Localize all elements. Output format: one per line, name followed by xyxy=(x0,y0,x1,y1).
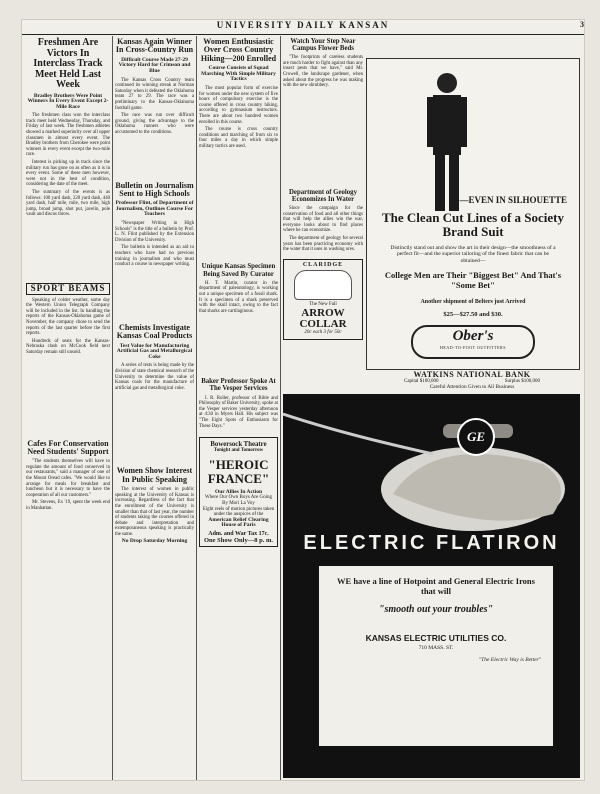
obers-title: The Clean Cut Lines of a Society Brand Suit xyxy=(382,210,564,239)
theatre-line: By Mori La Voy xyxy=(222,501,255,507)
theatre-show: One Show Only—8 p. m. xyxy=(204,536,273,544)
obers-college-men: College Men are Their "Biggest Bet" And That's "Some Bet" xyxy=(384,270,562,290)
theatre-prices: Adm. and War Tax 17c. xyxy=(208,530,269,537)
article-paragraph: The summary of the events is as follows: 100 yard dash, 220 yard dash, 440 yard dash, half mile, mile, two mile, high jump, broad jump, shot put, javelin, pole vault and discus throw. xyxy=(26,190,110,218)
article-paragraph: The Kansas Cross Country team continued its winning streak at Norman Saturday when it defeated the Oklahoma team 27 to 29. The race was a preliminary to the Kansas-Oklahoma football game. xyxy=(115,77,194,111)
obers-body: Distinctly stand out and show the art in their design—the smoothness of a perfect fit—and the superior tailoring of the finest fabric that can be obtained— xyxy=(390,245,556,264)
bank-ad xyxy=(366,370,578,390)
theatre-film: "HEROIC FRANCE" xyxy=(207,456,270,486)
column-text-block xyxy=(115,270,194,322)
article-paragraph: "The footprints of careless students are much harder to fight against than any insect pests that we have," said Mr. Crowell, the landscape gardener, when asked about the progress he was making with the new shrubbery. xyxy=(283,55,363,89)
ge-slogan: "The Electric Way is Better" xyxy=(478,657,541,663)
column-text-block xyxy=(199,151,278,261)
article-paragraph: "The students themselves will have to regulate the amount of food conserved in our restaurants," said a manager of one of the Mount Oread cafes. "We would like to arrange for meals for breakfast and luncheon but it is necessary to have the cooperation of all our customers." xyxy=(26,459,110,498)
ge-tagline: "smooth out your troubles" xyxy=(378,604,494,615)
headline-journalism-bulletin: Bulletin on Journalism Sent to High Schools xyxy=(115,180,194,198)
column-4 xyxy=(283,36,363,406)
collar-product: ARROW COLLAR xyxy=(299,307,347,330)
obers-logo xyxy=(411,325,535,359)
article-paragraph: Speaking of colder weather, some day the Western Union Telegraph Company will be included in the list. In handling the reports of the Kansas-Oklahoma game of November, the company chose to send the reports of the last quarter before the first reports. xyxy=(26,297,110,337)
headline-chemists: Chemists Investigate Kansas Coal Products xyxy=(116,322,193,341)
subhead-no-drop: No Drop Saturday Morning xyxy=(121,538,188,545)
ge-title: ELECTRIC FLATIRON xyxy=(303,532,560,554)
headline-public-speaking: Women Show Interest In Public Speaking xyxy=(116,466,193,484)
masthead-rule xyxy=(22,34,584,35)
article-paragraph: The department of geology for several years has been practicing economy with the water that it uses in washing ores. xyxy=(283,236,363,253)
column-rule xyxy=(112,36,113,780)
article-paragraph: Hundreds of seats for the Kansas-Nebraska clash on McCook field next Saturday remain still unsold. xyxy=(26,338,110,355)
column-rule xyxy=(280,36,281,780)
article-paragraph: Mr. Stevens, Ex '19, spent the week end in Manhattan. xyxy=(26,500,110,512)
headline-track-meet: Freshmen Are Victors In Interclass Track Meet Held Last Week xyxy=(33,37,103,90)
results-listing xyxy=(26,220,110,280)
article-paragraph: The course is cross country conditions and marching of from six to four miles a day in which simple military tactics are used. xyxy=(199,127,278,149)
sport-beams-banner: SPORT BEAMS xyxy=(26,283,110,295)
flatiron-illustration xyxy=(283,394,580,554)
theatre-ad xyxy=(199,437,278,547)
column-2 xyxy=(115,36,194,780)
obers-belts: Another shipment of Belters just Arrived xyxy=(420,299,526,305)
column-text-block xyxy=(115,138,194,180)
theatre-line: American Relief Clearing House of Paris xyxy=(208,516,269,529)
subhead-track-meet: Bradley Brothers Were Point Winners In Every Event Except 2-Mile Race xyxy=(27,92,109,110)
article-paragraph: H. T. Martin, curator in the department of paleontology, is working out a unique specimen of a fossil shark. It is a specimen of a shark preserved with the skull intact, owing to the fact that sharks are cartilaginous. xyxy=(199,280,278,314)
column-rule xyxy=(196,36,197,780)
bank-name: WATKINS NATIONAL BANK xyxy=(413,370,531,379)
collar-illustration xyxy=(294,270,352,300)
article-paragraph: The freshmen class won the interclass track meet held Wednesday, Thursday, and Friday of last week. The freshmen athletes showed a marked superiority over all upper classmen in almost every event. The Bradley brothers from Cherokee were point winners in every event except the two-mile race. xyxy=(26,113,110,158)
ge-address: 710 MASS. ST. xyxy=(418,645,454,651)
ge-company: KANSAS ELECTRIC UTILITIES CO. xyxy=(365,633,507,643)
ge-body: WE have a line of Hotpoint and General Electric Irons that will xyxy=(337,576,535,596)
headline-women-hiking: Women Enthusiastic Over Cross Country Hiking—200 Enrolled xyxy=(200,37,277,63)
column-3 xyxy=(199,36,278,780)
article-paragraph: The bulletin is intended as an aid to teachers who have had no previous training in journalism and who must conduct a course in newspaper writing. xyxy=(115,245,194,268)
subhead-women-hiking: Course Consists of Squad Marching With Simple Military Tactics xyxy=(201,65,276,83)
headline-cross-country: Kansas Again Winner In Cross-Country Run xyxy=(115,37,194,55)
ge-copy-panel xyxy=(319,566,553,746)
headline-vesper: Baker Professor Spoke At The Vesper Services xyxy=(201,378,276,393)
ge-flatiron-ad xyxy=(283,394,580,778)
article-paragraph: Since the campaign for the conservation of food and all other things that will help the allies win the war, everyone looks about to find places where he can economize. xyxy=(283,206,363,234)
subhead-journalism: Professor Flint, of Department of Journalism, Outlines Course For Teachers xyxy=(115,200,194,218)
bank-surplus: Surplus $100,000 xyxy=(504,379,540,384)
theatre-line: Eight reels of motion pictures taken under the auspices of the xyxy=(202,506,275,518)
collar-brand: The New Fall xyxy=(309,302,337,308)
obers-logo-text: Ober's xyxy=(452,328,494,344)
collar-price: 20c each 3 for 50c xyxy=(304,330,342,335)
ge-logo: GE xyxy=(457,418,495,456)
arrow-collar-ad xyxy=(283,259,363,340)
article-paragraph: "Newspaper Writing in High Schools" is the title of a bulletin by Prof. L. N. Flint published by the Extension Division of the University. xyxy=(115,221,194,243)
headline-shark-specimen: Unique Kansas Specimen Being Saved By Curator xyxy=(201,263,276,278)
obers-logo-tag: HEAD-TO-FOOT OUTFITTERS xyxy=(440,345,506,350)
masthead-title: UNIVERSITY DAILY KANSAN xyxy=(216,20,390,30)
article-paragraph: Interest is picking up in track since the military run has gone on as often as it is in every event. Some of these men however, were not in the best of condition, considering the date of the meet. xyxy=(26,160,110,188)
obers-prices: $25—$27.50 and $30. xyxy=(443,311,503,318)
article-paragraph: I. R. Roller, professor of Bible and Philosophy of Baker University, spoke at the Vesper services yesterday afternoon at 4:30 in Myers Hall. His subject was "The Eight Spots of Enthusiasm for These Days." xyxy=(199,395,278,429)
article-paragraph: The race was run over difficult ground, giving the advantage to the Oklahoma runners who were accustomed to the conditions. xyxy=(115,113,194,135)
bank-capital: Capital $100,000 xyxy=(404,379,439,384)
masthead xyxy=(22,20,584,34)
article-paragraph: A series of tests is being made by the division of state chemical research of the University to determine the value of Kansas coals for the manufacture of artificial gas and metallurgical coke. xyxy=(115,363,194,391)
obers-headline: —EVEN IN SILHOUETTE xyxy=(459,195,567,205)
theatre-tag: Our Allies In Action xyxy=(214,488,263,495)
page-number: 3 xyxy=(580,20,584,29)
bank-slogan: Careful Attention Given to All Business xyxy=(429,384,515,390)
column-text-block xyxy=(199,316,278,376)
subhead-chemists: Test Value for Manufacturing Artificial Gas and Metallurgical Coke xyxy=(116,342,193,360)
obers-ad xyxy=(366,58,580,370)
headline-geology: Department of Geology Economizes In Water xyxy=(289,188,357,203)
article-paragraph: The most popular form of exercise for women under the new system of five hours of compulsory exercise is the course offered in cross country hiking, according to gymnasium instructors. There are about two hundred women enrolled in this course. xyxy=(199,85,278,125)
subhead-cross-country: Difficult Course Made 27-29 Victory Hard for Crimson and Blue xyxy=(118,56,191,74)
headline-cafes: Cafes For Conservation Need Students' Support xyxy=(27,438,109,456)
article-paragraph: The interest of women in public speaking at the University of Kansas is increasing. Regardless of the fact that the enrollment of the University is smaller than that of last year, the number of students taking the courses offered in debate and interpretation and extemporaneous speaking is practically the same. xyxy=(115,487,194,537)
column-text-block xyxy=(26,358,110,438)
collar-name: CLARIDGE xyxy=(302,261,344,268)
theatre-name: Bowersock Theatre xyxy=(210,441,267,449)
headline-flower-beds: Watch Your Step Near Campus Flower Beds xyxy=(290,38,356,53)
column-text-block xyxy=(115,393,194,465)
column-1 xyxy=(26,36,110,780)
theatre-line: Where Our Own Boys Are Going xyxy=(204,495,273,501)
theatre-when: Tonight and Tomorrow xyxy=(213,448,264,454)
column-text-block xyxy=(283,91,363,187)
